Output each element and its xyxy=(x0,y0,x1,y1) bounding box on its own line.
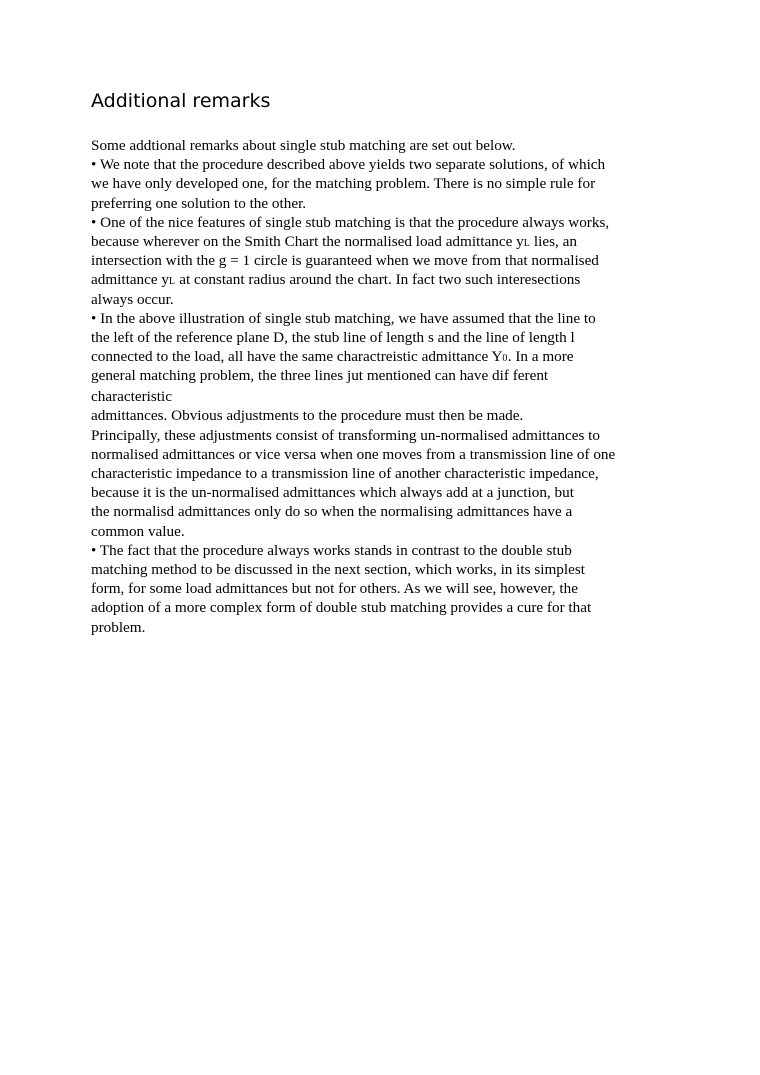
text-run: connected to the load, all have the same charactreistic admittance Y xyxy=(91,348,503,366)
text-line xyxy=(91,232,681,251)
text-line: common value. xyxy=(91,522,185,540)
text-run: at constant radius around the chart. In fact two such interesections xyxy=(175,271,581,289)
subscript: 0 xyxy=(502,353,508,365)
body-text xyxy=(91,136,681,637)
text-line: because it is the un-normalised admittances which always add at a junction, but xyxy=(91,484,574,502)
text-run: because wherever on the Smith Chart the normalised load admittance y xyxy=(91,232,524,250)
text-line: we have only developed one, for the matching problem. There is no simple rule for xyxy=(91,175,596,193)
text-line: Principally, these adjustments consist of transforming un-normalised admittances to xyxy=(91,426,600,444)
text-line: adoption of a more complex form of double stub matching provides a cure for that xyxy=(91,599,592,617)
text-run: lies, an xyxy=(530,232,577,250)
text-line xyxy=(91,270,681,289)
text-line: Some addtional remarks about single stub matching are set out below. xyxy=(91,137,516,154)
text-line: problem. xyxy=(91,618,146,636)
text-line: characteristic xyxy=(91,388,172,406)
text-line: preferring one solution to the other. xyxy=(91,194,307,212)
text-line: normalised admittances or vice versa when one moves from a transmission line of one xyxy=(91,445,616,463)
text-line: always occur. xyxy=(91,290,174,308)
text-line: • In the above illustration of single stub matching, we have assumed that the line to xyxy=(91,309,596,327)
text-line: intersection with the g = 1 circle is guaranteed when we move from that normalised xyxy=(91,252,599,270)
text-line: form, for some load admittances but not for others. As we will see, however, the xyxy=(91,580,578,598)
text-line: admittances. Obvious adjustments to the procedure must then be made. xyxy=(91,407,524,425)
subscript: L xyxy=(523,237,531,249)
text-line: the normalisd admittances only do so when the normalising admittances have a xyxy=(91,503,573,521)
text-line: • One of the nice features of single stub matching is that the procedure always works, xyxy=(91,213,610,231)
text-line: the left of the reference plane D, the stub line of length s and the line of length l xyxy=(91,328,575,346)
text-run: admittance y xyxy=(91,271,170,289)
text-line xyxy=(91,347,681,366)
text-line: • We note that the procedure described above yields two separate solutions, of which xyxy=(91,156,606,174)
text-line: • The fact that the procedure always works stands in contrast to the double stub xyxy=(91,541,572,559)
text-line: general matching problem, the three lines jut mentioned can have dif ferent xyxy=(91,367,549,385)
subscript: L xyxy=(169,276,176,288)
section-heading: Additional remarks xyxy=(91,90,271,112)
text-line: matching method to be discussed in the next section, which works, in its simplest xyxy=(91,560,585,578)
text-line: characteristic impedance to a transmission line of another characteristic impedance, xyxy=(91,465,599,482)
text-run: . In a more xyxy=(507,348,574,366)
